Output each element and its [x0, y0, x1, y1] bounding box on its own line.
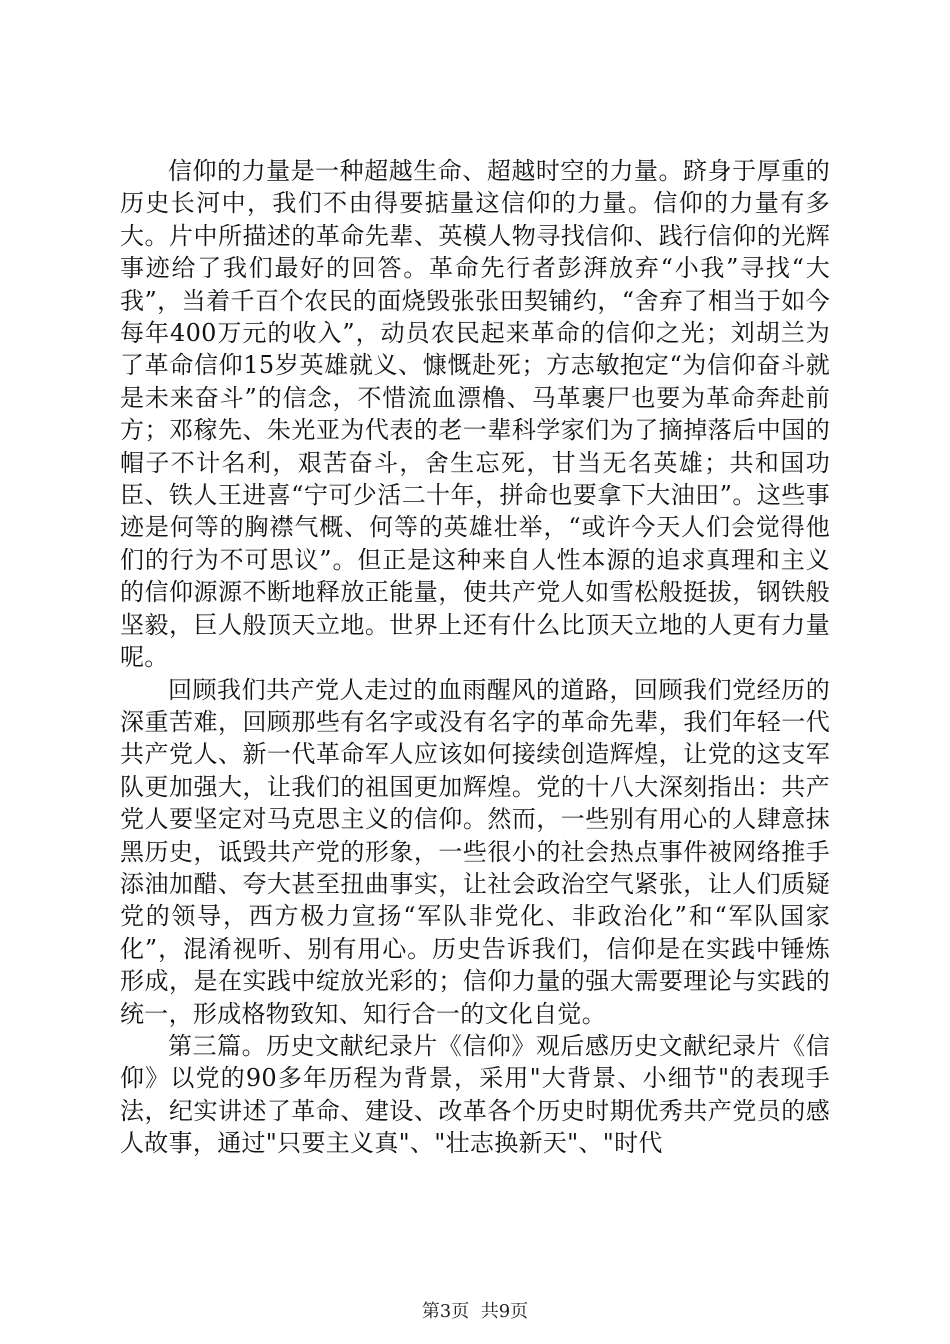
page-footer: 第3页 共9页	[421, 1301, 529, 1322]
paragraph-1: 信仰的力量是一种超越生命、超越时空的力量。跻身于厚重的历史长河中，我们不由得要掂量这信仰的力量。信仰的力量有多大。片中所描述的革命先辈、英模人物寻找信仰、践行信仰的光辉事迹给了我们最好的回答。革命先行者彭湃放弃“小我”寻找“大我”，当着千百个农民的面烧毁张张田契铺约，“舍弃了相当于如今每年400万元的收入”，动员农民起来革命的信仰之光；刘胡兰为了革命信仰15岁英雄就义、慷慨赴死；方志敏抱定“为信仰奋斗就是未来奋斗”的信念，不惜流血漂橹、马革裹尸也要为革命奔赴前方；邓稼先、朱光亚为代表的老一辈科学家们为了摘掉落后中国的帽子不计名利，艰苦奋斗，舍生忘死，甘当无名英雄；共和国功臣、铁人王进喜“宁可少活二十年，拼命也要拿下大油田”。这些事迹是何等的胸襟气概、何等的英雄壮举，“或许今天人们会觉得他们的行为不可思议”。但正是这种来自人性本源的追求真理和主义的信仰源源不断地释放正能量，使共产党人如雪松般挺拔，钢铁般坚毅，巨人般顶天立地。世界上还有什么比顶天立地的人更有力量呢。	[120, 157, 830, 672]
paragraph-3: 第三篇。历史文献纪录片《信仰》观后感历史文献纪录片《信仰》以党的90多年历程为背景，采用"大背景、小细节"的表现手法，纪实讲述了革命、建设、改革各个历史时期优秀共产党员的感人故事，通过"只要主义真"、"壮志换新天"、"时代	[120, 1031, 830, 1158]
document-body	[120, 155, 830, 1160]
paragraph-2: 回顾我们共产党人走过的血雨醒风的道路，回顾我们党经历的深重苦难，回顾那些有名字或没有名字的革命先辈，我们年轻一代共产党人、新一代革命军人应该如何接续创造辉煌，让党的这支军队更加强大，让我们的祖国更加辉煌。党的十八大深刻指出：共产党人要坚定对马克思主义的信仰。然而，一些别有用心的人肆意抹黑历史，诋毁共产党的形象，一些很小的社会热点事件被网络推手添油加醋、夸大甚至扭曲事实，让社会政治空气紧张，让人们质疑党的领导，西方极力宣扬“军队非党化、非政治化”和“军队国家化”，混淆视听、别有用心。历史告诉我们，信仰是在实践中锤炼形成，是在实践中绽放光彩的；信仰力量的强大需要理论与实践的统一，形成格物致知、知行合一的文化自觉。	[120, 675, 830, 1028]
